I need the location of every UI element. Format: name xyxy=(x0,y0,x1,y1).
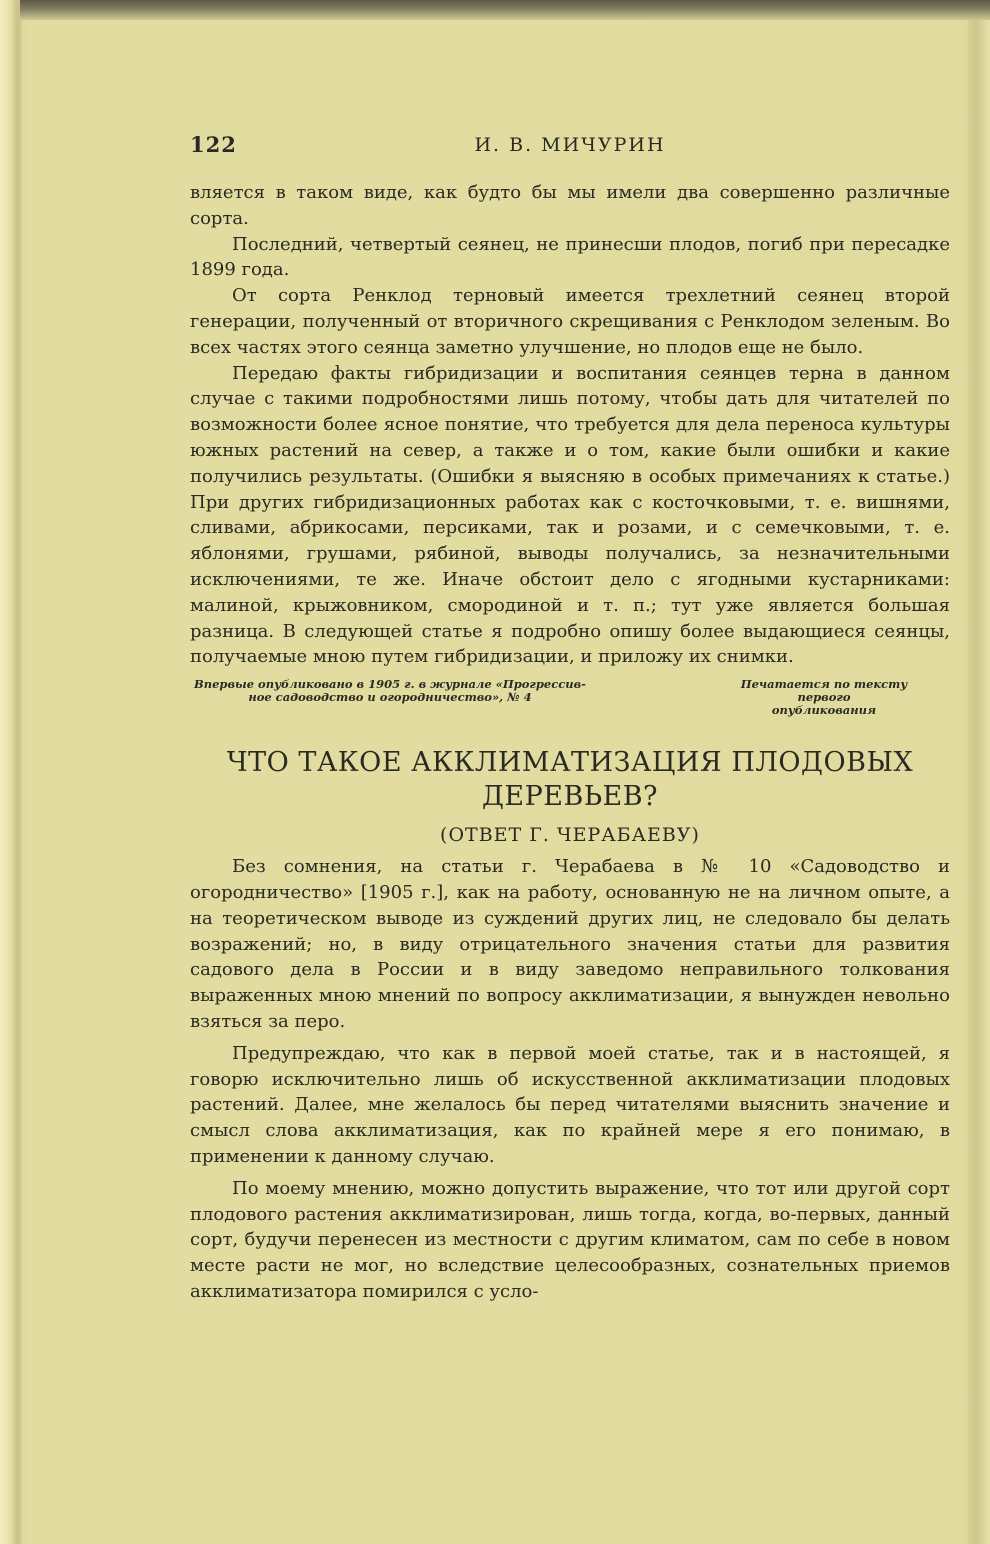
running-header xyxy=(190,128,950,168)
note-line: опубликования xyxy=(771,703,877,718)
page-top-edge xyxy=(20,0,990,20)
article-title-line: ДЕРЕВЬЕВ? xyxy=(481,781,659,813)
paragraph: вляется в таком виде, как будто бы мы имели два совершенно различные сорта. xyxy=(190,182,950,229)
page-left-edge xyxy=(0,0,22,1544)
book-page xyxy=(190,128,950,1305)
page-number: 122 xyxy=(190,132,237,157)
note-line: ное садоводство и огородничество», № 4 xyxy=(248,690,532,705)
page-right-edge xyxy=(968,20,990,1544)
note-line: Впервые опубликовано в 1905 г. в журнале «Прогрессив- xyxy=(194,677,586,692)
article-title-line: ЧТО ТАКОЕ АККЛИМАТИЗАЦИЯ ПЛОДОВЫХ xyxy=(226,747,914,779)
running-title: И. В. МИЧУРИН xyxy=(474,134,666,156)
note-line: Печатается по тексту первого xyxy=(740,677,908,705)
article-title xyxy=(190,746,950,814)
paragraph: Передаю факты гибридизации и воспитания сеянцев терна в данном случае с такими подробностями лишь потому, чтобы дать для читателей по возможности более ясное понятие, что требуется для дела переноса культуры южных растений на север, а также и о том, какие были ошибки и какие получились результаты. (Ошибки я выясняю в особых примечаниях к статье.) При других гибридизационных работах как с косточковыми, т. е. вишнями, сливами, абрикосами, персиками, так и розами, и с семечковыми, т. е. яблонями, грушами, рябиной, выводы получались, за незначительными исключениями, те же. Иначе обстоит дело с ягодными кустарниками: малиной, крыжовником, смородиной и т. п.; тут уже является большая разница. В следующей статье я подробно опишу более выдающиеся сеянцы, получаемые мною путем гибридизации, и приложу их снимки. xyxy=(190,362,950,668)
paragraph: Без сомнения, на статьи г. Черабаева в № 10 «Садоводство и огородничество» [1905 г.], как на работу, основанную не на личном опыте, а на теоретическом выводе из суждений других лиц, не следовало бы делать возражений; но, в виду отрицательного значения статьи для развития садового дела в России и в виду заведомо неправильного толкования выраженных мною мнений по вопросу акклиматизации, я вынужден невольно взяться за перо. xyxy=(190,856,950,1032)
paragraph: Последний, четвертый сеянец, не принесши плодов, погиб при пересадке 1899 года. xyxy=(190,233,950,281)
first-published-note xyxy=(190,678,590,704)
publication-notes xyxy=(190,677,950,718)
paragraph: Предупреждаю, что как в первой моей статье, так и в настоящей, я говорю исключительно лишь об искусственной акклиматизации плодовых растений. Далее, мне желалось бы перед читателями выяснить значение и смысл слова акклиматизация, как по крайней мере я его понимаю, в применении к данному случаю. xyxy=(190,1042,950,1167)
source-note xyxy=(714,678,934,717)
article-subtitle: (ОТВЕТ Г. ЧЕРАБАЕВУ) xyxy=(440,824,700,847)
article-body xyxy=(190,854,950,1305)
paragraph: От сорта Ренклод терновый имеется трехлетний сеянец второй генерации, полученный от вторичного скрещивания с Ренклодом зеленым. Во всех частях этого сеянца заметно улучшение, но плодов еще не было. xyxy=(190,285,950,358)
paragraph: По моему мнению, можно допустить выражение, что тот или другой сорт плодового растения акклиматизирован, лишь тогда, когда, во-первых, данный сорт, будучи перенесен из местности с другим климатом, сам по себе в новом месте расти не мог, но вследствие целесообразных, сознательных приемов акклиматизатора помирился с усло- xyxy=(190,1177,950,1302)
previous-article-ending xyxy=(190,180,950,670)
